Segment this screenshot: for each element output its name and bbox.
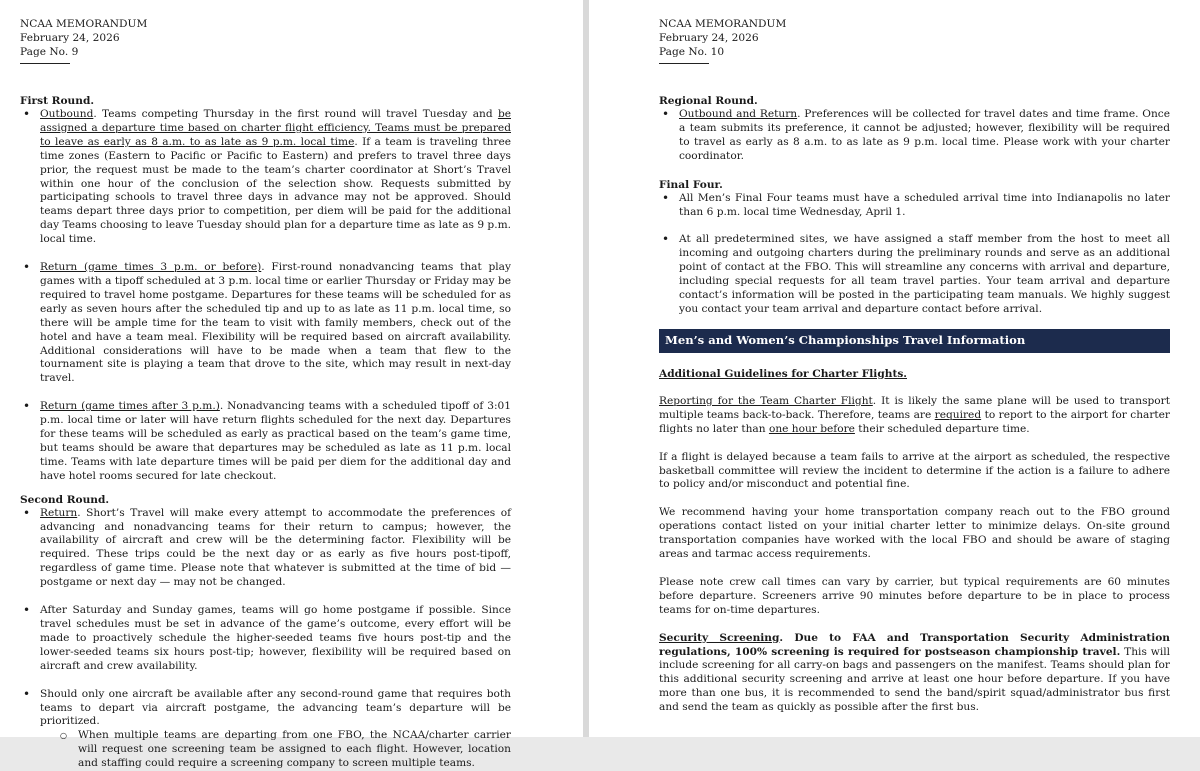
bullet-text: . If a team is traveling three time zones (Eastern to Pacific or Pacific to Eastern) and prefers to travel three days prior, the request must be made to the team’s charter coordinator at Short’s Travel within one hour of the conclusion of the selection show. Requests submitted by participating schools to travel three days in advance may not be approved. Should teams depart three days prior to competition, per diem will be paid for the additional day Teams choosing to leave Tuesday should plan for a departure time as late as 9 p.m. local time.	[40, 135, 511, 246]
page-number: Page No. 10	[659, 46, 725, 58]
bullet-text: Should only one aircraft be available after any second-round game that requires both teams to depart via aircraft postgame, the advancing team’s departure will be prioritized.	[40, 687, 511, 728]
memo-title: NCAA MEMORANDUM	[20, 18, 148, 30]
regional-list	[659, 108, 1170, 164]
section-heading-final-four: Final Four.	[659, 178, 723, 191]
bullet-label: Return	[40, 506, 78, 519]
list-item	[20, 400, 511, 483]
list-item: • After Saturday and Sunday games, teams will go home postgame if possible. Since travel schedules must be set in advance of the game’s outcome, every effort will be made to proactively schedule the higher-seeded teams five hours post-tip and the lower-seeded teams six hours post-tip; however, flexibility will be required based on aircraft and crew availability.	[20, 604, 511, 674]
paragraph-label: Security Screening	[659, 631, 780, 644]
section-heading-first-round: First Round.	[20, 95, 95, 107]
section-banner: Men’s and Women’s Championships Travel Information	[659, 329, 1170, 353]
bullet-label: Return (game times after 3 p.m.)	[40, 400, 220, 413]
list-item: • At all predetermined sites, we have assigned a staff member from the host to meet all incoming and outgoing charters during the preliminary rounds and serve as an additional point of contact at the FBO. This will streamline any concerns with arrival and departure, including special requests for all team travel parties. Your team arrival and departure contact’s information will be posted in the participating team manuals. We highly suggest you contact your team arrival and departure contact before arrival.	[659, 233, 1170, 316]
final-four-list	[659, 192, 1170, 317]
paragraph-text: . It is likely the same plane will be used to transport multiple teams back-to-back. Therefore, teams are	[659, 394, 1170, 421]
list-item	[20, 108, 511, 247]
sub-list	[40, 729, 511, 771]
list-item	[659, 108, 1170, 164]
section-heading-regional: Regional Round.	[659, 95, 758, 107]
bullet-text: . First-round nonadvancing teams that play games with a tipoff scheduled at 3 p.m. local time or earlier Thursday or Friday may be required to travel home postgame. Departures for these teams will be scheduled for as early as seven hours after the scheduled tip and up to as late as 11 p.m. local time, so there will be ample time for the team to visit with family members, check out of the hotel and have a team meal. Flexibility will be required based on aircraft availability. Additional considerations will have to be made when a team that flew to the tournament site is playing a team that drove to the site, which may result in next-day travel.	[40, 261, 511, 385]
list-item	[20, 688, 511, 771]
page-9	[0, 0, 583, 770]
memo-date: February 24, 2026	[659, 32, 759, 44]
emphasis-required: required	[934, 408, 982, 421]
bullet-text: . Nonadvancing teams with a scheduled tipoff of 3:01 p.m. local time or later will have return flights scheduled for the next day. Departures for these teams will be scheduled as early as practical based on the team’s game time, but teams should be aware that departures may be scheduled as late as 11 p.m. local time. Teams with late departure times will be paid per diem for the additional day and have hotel rooms secured for late checkout.	[40, 400, 511, 482]
paragraph-security	[659, 632, 1170, 715]
emphasis-one-hour: one hour before	[768, 422, 855, 435]
paragraph-delay: If a flight is delayed because a team fails to arrive at the airport as scheduled, the respective basketball committee will review the incident to determine if the action is a failure to adhere to policy and/or misconduct and potential fine.	[659, 450, 1170, 491]
paragraph-crew-call: Please note crew call times can vary by carrier, but typical requirements are 60 minutes before departure. Screeners arrive 90 minutes before departure to be in place to process teams for on-time departures.	[659, 575, 1170, 616]
section-heading-second-round: Second Round.	[20, 493, 110, 506]
paragraph-ground-transport: We recommend having your home transportation company reach out to the FBO ground operations contact listed on your initial charter letter to minimize delays. On-site ground transportation companies have worked with the local FBO and should be aware of staging areas and tarmac access requirements.	[659, 506, 1170, 561]
first-round-list	[20, 108, 511, 484]
paragraph-text: to report to the airport for charter flights no later than	[659, 408, 1170, 435]
memo-date: February 24, 2026	[20, 32, 120, 44]
list-item	[20, 507, 511, 590]
paragraph-text: their scheduled departure time.	[854, 422, 1030, 435]
bullet-text: . Short’s Travel will make every attempt to accommodate the preferences of advancing and nonadvancing teams for their return to campus; however, the availability of aircraft and crew will be the determining factor. Flexibility will be required. These trips could be the next day or as early as five hours post-tipoff, regardless of game time. Please note that whatever is submitted at the time of bid — postgame or next day — may not be changed.	[40, 506, 511, 589]
bullet-text: . Teams competing Thursday in the first round will travel Tuesday and	[93, 108, 498, 120]
list-item: • All Men’s Final Four teams must have a scheduled arrival time into Indianapolis no later than 6 p.m. local time Wednesday, April 1.	[659, 192, 1170, 220]
sub-list-item: ○ When multiple teams are departing from one FBO, the NCAA/charter carrier will request one screening team be assigned to each flight. However, location and staffing could require a screening company to screen multiple teams.	[58, 729, 511, 771]
page-number: Page No. 9	[20, 46, 79, 58]
bullet-text: . Preferences will be collected for travel dates and time frame. Once a team submits its preference, it cannot be adjusted; however, flexibility will be required to travel as early as 8 a.m. to as late as 9 p.m. local time. Please work with your charter coordinator.	[679, 108, 1170, 162]
paragraph-reporting	[659, 395, 1170, 437]
section-heading-additional-guidelines: Additional Guidelines for Charter Flights.	[659, 367, 907, 380]
page-10	[589, 0, 1200, 737]
bullet-label: Outbound and Return	[679, 108, 798, 120]
bullet-label: Outbound	[40, 108, 94, 120]
second-round-list	[20, 507, 511, 771]
bullet-underlined-text: be assigned a departure time based on charter flight efficiency. Teams must be prepared to leave as early as 8 a.m. to as late as 9 p.m. local time	[40, 108, 511, 148]
bullet-label: Return (game times 3 p.m. or before)	[40, 261, 262, 274]
memo-title: NCAA MEMORANDUM	[659, 18, 787, 30]
paragraph-text: This will include screening for all carry-on bags and passengers on the manifest. Teams should plan for this additional security screening and arrive at least one hour before departure. If you have more than one bus, it is recommended to send the band/spirit squad/administrator bus first and send the team as quickly as possible after the first bus.	[659, 645, 1170, 714]
paragraph-label: Reporting for the Team Charter Flight	[659, 394, 873, 407]
paragraph-bold-text: . Due to FAA and Transportation Security Administration regulations, 100% screening is required for postseason championship travel.	[659, 631, 1171, 658]
list-item	[20, 261, 511, 386]
